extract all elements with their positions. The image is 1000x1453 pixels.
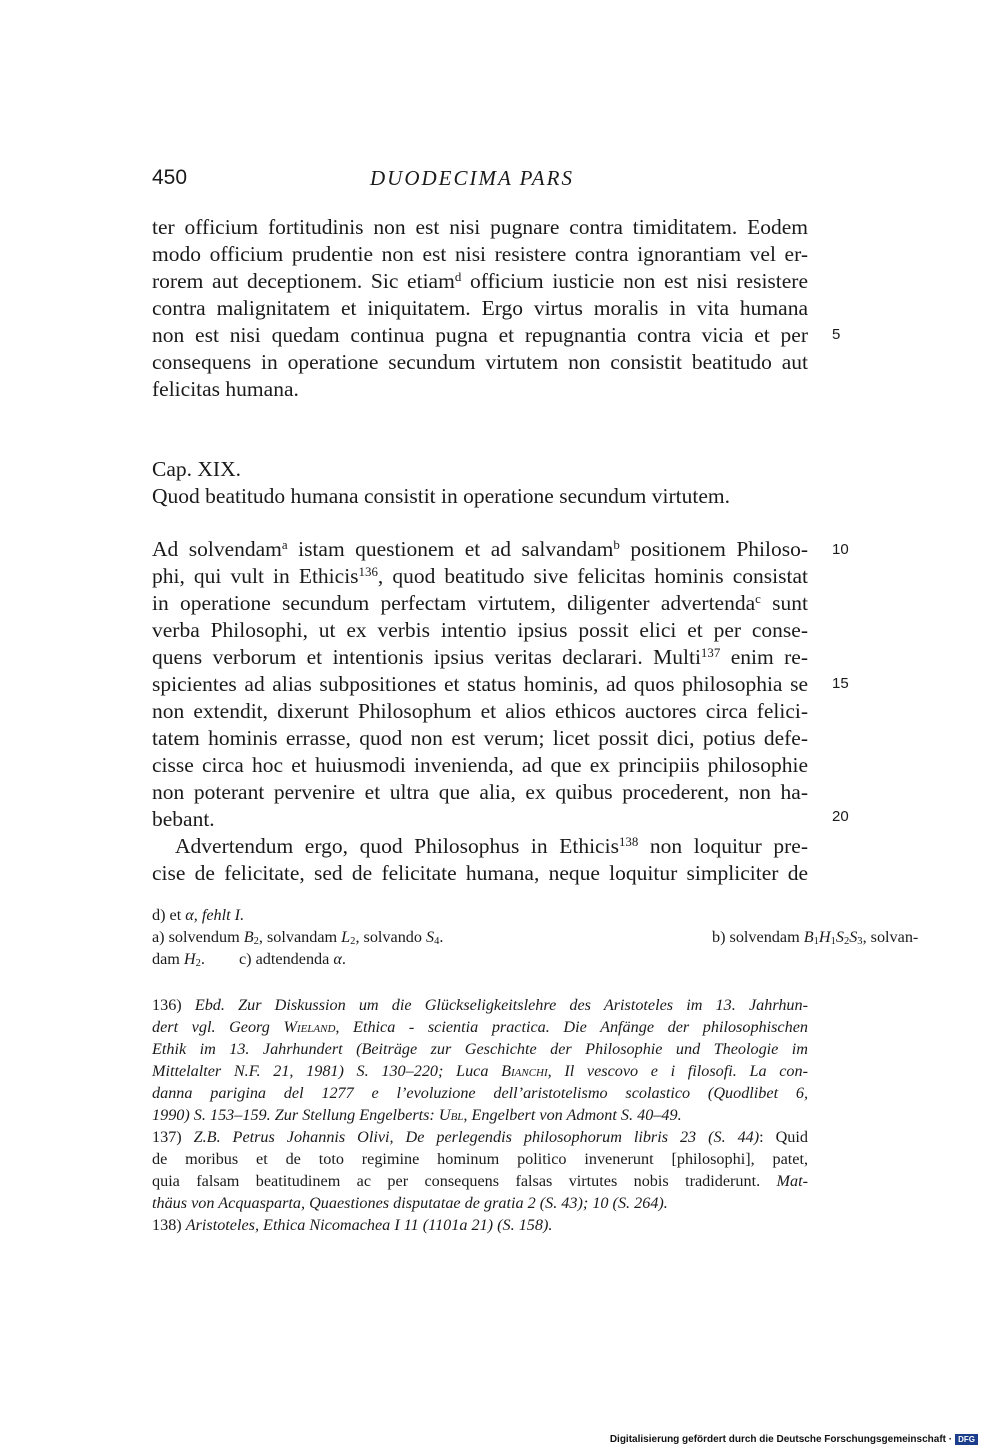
main-line: phi, qui vult in Ethicis$^{136}$, quod beatitudo sive felicitas hominis consistat: [152, 564, 808, 588]
apparatus-a-b: a) solvendum $B_2$, solvandam $L_2$, solvando $S_4$. b) solvendam $B_1H_1S_2S_3$, solvan-: [152, 928, 919, 948]
main-line: quens verborum et intentionis ipsius veritas declarari. Multi$^{137}$ enim re-: [152, 645, 808, 669]
main-line: spicientes ad alias subpositiones et status hominis, ad quos philosophia se: [152, 672, 808, 696]
apparatus-d: d) et α, fehlt I.: [152, 906, 245, 924]
main-line: non extendit, dixerunt Philosophum et alios ethicos auctores circa felici-: [152, 699, 808, 723]
body-line: consequens in operatione secundum virtutem non consistit beatitudo aut: [152, 350, 808, 374]
main-line: Ad solvendam$^a$ istam questionem et ad salvandam$^b$ positionem Philoso-: [152, 537, 809, 561]
body-line: felicitas humana.: [152, 377, 299, 401]
main-line: non poterant pervenire et ultra que alia, ex quibus procederent, non ha-: [152, 780, 808, 804]
main-line: bebant.: [152, 807, 215, 831]
digitization-footer: [610, 1434, 978, 1445]
chapter-title: Quod beatitudo humana consistit in operatione secundum virtutem.: [152, 484, 730, 508]
main-line: in operatione secundum perfectam virtutem, diligenter advertenda$^c$ sunt: [152, 591, 809, 615]
main-line: cise de felicitate, sed de felicitate humana, neque loquitur simpliciter de: [152, 861, 808, 885]
footnote-marker: 136: [358, 564, 378, 579]
main-line: verba Philosophi, ut ex verbis intentio ipsius possit elici et per conse-: [152, 618, 808, 642]
running-head: DUODECIMA PARS: [370, 166, 574, 190]
main-line: Advertendum ergo, quod Philosophus in Ethicis$^{138}$ non loquitur pre-: [175, 834, 808, 858]
body-line: ter officium fortitudinis non est nisi pugnare contra timiditatem. Eodem: [152, 215, 808, 239]
page-number: 450: [152, 166, 188, 189]
line-number: 5: [832, 326, 841, 343]
apparatus-marker: b: [613, 537, 620, 552]
line-number: 15: [832, 675, 849, 692]
chapter-number: Cap. XIX.: [152, 457, 241, 481]
apparatus-marker: d: [454, 269, 462, 284]
line-number: 10: [832, 541, 849, 558]
line-number: 20: [832, 808, 849, 825]
body-line: non est nisi quedam continua pugna et repugnantia contra vicia et per: [152, 323, 808, 347]
main-line: cisse circa hoc et huiusmodi invenienda, ad que ex principiis philosophie: [152, 753, 808, 777]
apparatus-b: b) solvendam $B_1H_1S_2S_3$, solvan-: [712, 928, 919, 948]
main-line: tatem hominis errasse, quod non est verum; licet possit dici, potius defe-: [152, 726, 808, 750]
body-line: modo officium prudentie non est nisi resistere contra ignorantiam vel er-: [152, 242, 808, 266]
dfg-logo: DFG: [955, 1434, 978, 1445]
body-line: rorem aut deceptionem. Sic etiam$^d$ officium iusticie non est nisi resistere: [152, 269, 809, 293]
footnote-marker: 137: [700, 645, 721, 660]
body-line: contra malignitatem et iniquitatem. Ergo virtus moralis in vita humana: [152, 296, 808, 320]
footnote-marker: 138: [618, 834, 639, 849]
apparatus-marker: a: [281, 537, 288, 552]
apparatus-b-c: dam $H_2$. c) adtendenda α.: [152, 950, 346, 970]
apparatus-marker: c: [755, 591, 761, 606]
footer-text: Digitalisierung gefördert durch die Deutsche Forschungsgemeinschaft ·: [609, 1434, 953, 1445]
